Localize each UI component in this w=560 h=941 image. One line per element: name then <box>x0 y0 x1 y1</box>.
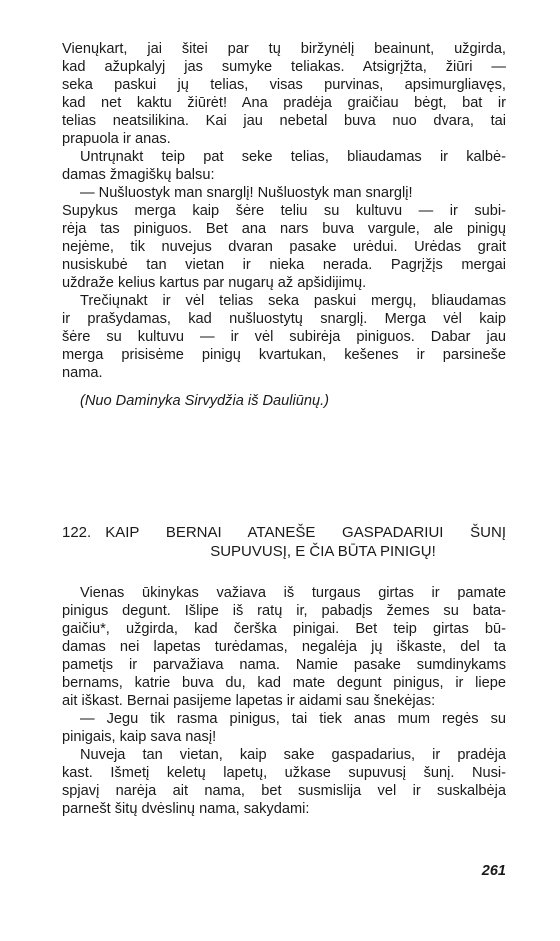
text-line: gaičiu*, užgirda, kad čerška pinigai. Bet teip girtas bū- <box>62 621 506 637</box>
source-note-text: (Nuo Daminyka Sirvydžia iš Dauliūnų.) <box>80 393 329 409</box>
story-heading-line-1 <box>62 523 506 542</box>
text-line: damas žmagiškų balsu: <box>62 167 215 183</box>
text-line: ait iškast. Bernai pasijeme lapetas ir aidami sau šnekėjas: <box>62 693 436 709</box>
paragraph-4 <box>62 202 506 292</box>
story-title-line-2: SUPUVUSĮ, E ČIA BŪTA PINIGŲ! <box>210 543 436 560</box>
text-line: parnešt šitų dvėslinų nama, sakydami: <box>62 801 310 817</box>
text-line: Supykus merga kaip šėre teliu su kultuvu — ir subi- <box>62 203 506 219</box>
text-line: rėja tas piniguos. Bet ana nars buva vargule, ale pinigų <box>62 221 506 237</box>
text-line: kast. Išmetį keletų lapetų, užkase supuvusį šunį. Nusi- <box>62 765 506 781</box>
text-line: nejėme, tik nuvejus dvaran pasake urėdui. Urėdas grait <box>62 239 506 255</box>
text-line: pinigus degunt. Išlipe iš ratų ir, pabadįs žemes su bata- <box>62 603 506 619</box>
source-note <box>62 392 506 410</box>
story-number: 122. <box>62 524 92 541</box>
text-line: spjavį narėja ait nama, bet susmislija vel ir suskalbėja <box>62 783 506 799</box>
paragraph-2 <box>62 148 506 184</box>
paragraph-5 <box>62 292 506 382</box>
text-line: seka paskui jų telias, visas purvinas, apsimurgliavęs, <box>62 77 506 93</box>
story-heading <box>62 523 506 561</box>
paragraph-1 <box>62 40 506 148</box>
text-line: nusiskubė tan vietan ir nieka nerada. Pagrįžįs mergai <box>62 257 506 273</box>
text-line: prapuola ir anas. <box>62 131 171 147</box>
text-line: — Jegu tik rasma pinigus, tai tiek anas mum regės su <box>80 711 506 727</box>
paragraph-6 <box>62 584 506 710</box>
text-line: nama. <box>62 365 103 381</box>
text-line: kad ažupkalyj jas sumyke teliakas. Atsigrįžta, žiūri — <box>62 59 506 75</box>
text-line: šėre su kultuvu — ir vėl subirėja piniguos. Dabar jau <box>62 329 506 345</box>
story-title-line-1: KAIP BERNAI ATANEŠE GASPADARIUI ŠUNĮ <box>105 524 506 541</box>
text-line: Vienas ūkinykas važiava iš turgaus girtas ir pamate <box>80 585 506 601</box>
text-line: pinigais, kaip sava nasį! <box>62 729 217 745</box>
paragraph-7 <box>62 710 506 746</box>
text-line: Untrųnakt teip pat seke telias, bliaudamas ir kalbė- <box>80 149 506 165</box>
text-line: merga prisisėme pinigų kvartukan, kešenes ir parsineše <box>62 347 506 363</box>
text-line: uždraže kelius kartus par nugarų až apšidijimų. <box>62 275 367 291</box>
text-line: damas nei lapetas turėdamas, negalėja jų iškaste, del ta <box>62 639 506 655</box>
text-line: bernams, katrie buva du, kad mate degunt pinigus, ir liepe <box>62 675 506 691</box>
text-line: telias neatsilikina. Kai jau nebetal buva nuo dvara, tai <box>62 113 506 129</box>
text-line: Trečiųnakt ir vėl telias seka paskui mergų, bliaudamas <box>80 293 506 309</box>
paragraph-8 <box>62 746 506 818</box>
text-line: — Nušluostyk man snarglį! Nušluostyk man snarglį! <box>80 185 413 201</box>
text-line: pametįs ir parvažiava nama. Namie pasake sumdinykams <box>62 657 506 673</box>
paragraph-3 <box>62 184 506 202</box>
text-line: kad net kaktu žiūrėt! Ana pradėja graičiau bėgt, bat ir <box>62 95 506 111</box>
text-line: Vienųkart, jai šitei par tų biržynėlį beainunt, užgirda, <box>62 41 506 57</box>
page-number: 261 <box>481 863 506 879</box>
text-line: ir prašydamas, kad nušluostytų snarglį. Merga vėl kaip <box>62 311 506 327</box>
text-line: Nuveja tan vietan, kaip sake gaspadarius, ir pradėja <box>80 747 506 763</box>
